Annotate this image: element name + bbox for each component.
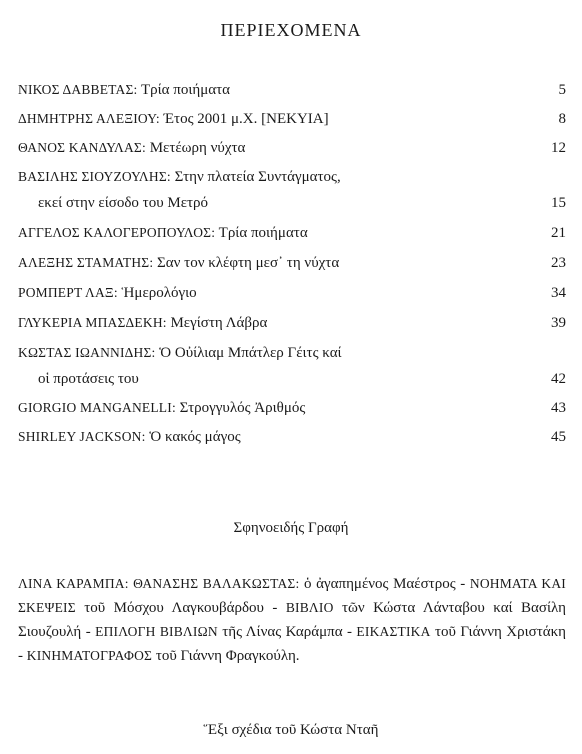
toc-author: ΓΛΥΚΕΡΙΑ ΜΠΑΣΔΕΚΗ: [18,315,167,330]
toc-author: ΑΓΓΕΛΟΣ ΚΑΛΟΓΕΡΟΠΟΥΛΟΣ: [18,225,216,240]
toc-page-number: 8 [558,111,566,127]
toc-page-number: 39 [551,315,566,331]
section-text: ὁ ἀγαπημένος Μαέστρος - [299,576,466,592]
toc-page-number: 45 [551,429,566,445]
toc-work: Μετέωρη νύχτα [149,140,246,156]
toc-entry [18,427,566,447]
toc-entry-line [18,167,566,187]
section-heading-upper: ΚΙΝΗΜΑΤΟΓΡΑΦΟΣ [26,648,153,663]
toc-author: ΔΗΜΗΤΡΗΣ ΑΛΕΞΙΟΥ: [18,111,160,126]
toc-work: Έτος 2001 μ.Χ. [ΝΕΚΥΙΑ] [163,111,329,127]
toc-author: SHIRLEY JACKSON: [18,429,146,444]
toc-entry-line [18,109,566,129]
toc-author: ΑΛΕΞΗΣ ΣΤΑΜΑΤΗΣ: [18,255,154,270]
toc-entry-line [18,253,566,273]
section-text: τοῦ Μόσχου Λαγκουβάρδου - [75,600,278,616]
toc-entry [18,223,566,243]
toc-page-number: 42 [551,371,566,387]
toc-entry-line [18,343,566,363]
toc-entry [18,253,566,273]
toc-entry [18,398,566,418]
toc-work: Μεγίστη Λάβρα [170,315,268,331]
section-paragraph [18,572,566,668]
toc-author: ΒΑΣΙΛΗΣ ΣΙΟΥΖΟΥΛΗΣ: [18,169,171,184]
toc-entry-line [18,427,566,447]
section-heading-upper: ΕΙΚΑΣΤΙΚΑ [356,624,431,639]
section-text: τῆς Λίνας Καράμπα - [217,624,352,640]
toc-page-number: 34 [551,285,566,301]
toc-page-number: 43 [551,400,566,416]
toc-page-number: 5 [558,82,566,98]
section-heading-upper: ΛΙΝΑ ΚΑΡΑΜΠΑ: ΘΑΝΑΣΗΣ ΒΑΛΑΚΩΣΤΑΣ: [18,576,300,591]
section-text: τοῦ Γιάννη Φραγκούλη. [152,648,300,664]
illustrations-credit: Ἕξι σχέδια τοῦ Κώστα Νταῆ [203,722,379,738]
toc-work: Στρογγυλός Ἀριθμός [179,400,306,416]
toc-work: Στην πλατεία Συντάγματος, [174,169,341,185]
toc-work: Ἡμερολόγιο [121,285,197,301]
toc-page-number: 12 [551,140,566,156]
toc-page-number: 21 [551,225,566,241]
toc-author: ΚΩΣΤΑΣ ΙΩΑΝΝΙΔΗΣ: [18,345,156,360]
toc-entry [18,109,566,129]
table-of-contents [18,80,566,447]
section-text: τῶν Κώστα Λάνταβου καί Βασίλη Σιουζουλή - [18,600,567,640]
toc-entry-line [18,398,566,418]
toc-entry [18,138,566,158]
toc-author: ΘΑΝΟΣ ΚΑΝΔΥΛΑΣ: [18,140,146,155]
toc-page-number: 23 [551,255,566,271]
section-heading-upper: ΕΠΙΛΟΓΗ ΒΙΒΛΙΩΝ [95,624,218,639]
toc-entry [18,313,566,333]
toc-entry-line [18,283,566,303]
toc-author: GIORGIO MANGANELLI: [18,400,176,415]
section-title: Σφηνοειδής Γραφή [233,520,349,536]
toc-work-continuation: εκεί στην είσοδο του Μετρό [38,195,209,211]
toc-author: ΝΙΚΟΣ ΔΑΒΒΕΤΑΣ: [18,82,138,97]
section-heading-upper: ΝΟΗΜΑΤΑ ΚΑΙ ΣΚΕΨΕΙΣ [18,576,566,615]
toc-work: Ὁ κακός μάγος [149,429,241,445]
section-heading-upper: ΒΙΒΛΙΟ [285,600,334,615]
toc-entry [18,283,566,303]
toc-entry-line [18,313,566,333]
toc-entry-line [18,80,566,100]
page-title: ΠΕΡΙΕΧΟΜΕΝΑ [220,20,362,40]
toc-entry [18,80,566,100]
toc-entry [18,343,566,389]
toc-work-continuation: οἱ προτάσεις του [38,371,139,387]
toc-entry-line [18,138,566,158]
toc-author: ΡΟΜΠΕΡΤ ΛΑΞ: [18,285,118,300]
toc-work: Ὁ Οὐίλιαμ Μπάτλερ Γέιτς καί [159,345,342,361]
toc-page-number: 15 [551,195,566,211]
toc-work: Τρία ποιήματα [218,225,308,241]
toc-entry [18,167,566,213]
toc-entry-line [18,223,566,243]
section-text: τοῦ Γιάννη Χριστάκη - [18,624,566,664]
toc-work: Τρία ποιήματα [141,82,231,98]
toc-work: Σαν τον κλέφτη μεσ᾽ τη νύχτα [157,255,340,271]
